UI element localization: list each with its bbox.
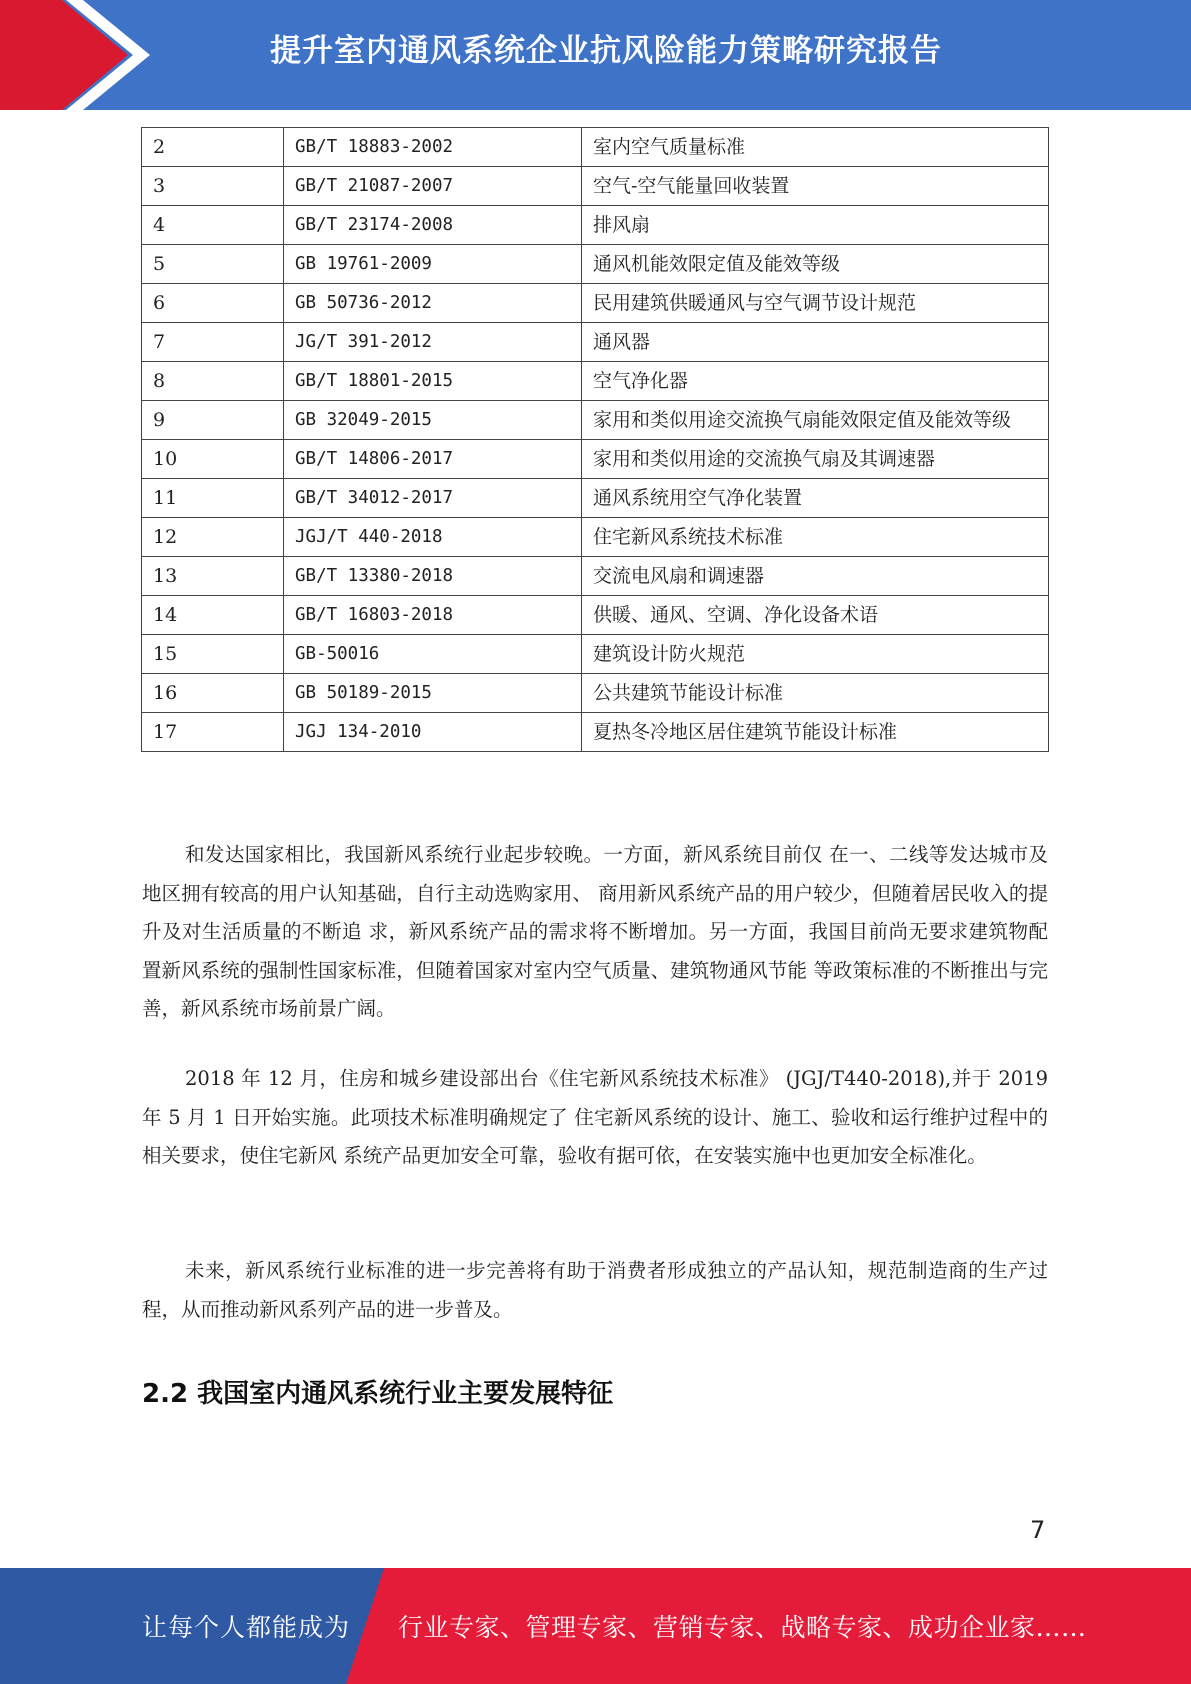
footer-banner [0,1568,1191,1684]
table-row [142,440,1049,479]
standard-code-cell: GB/T 16803-2018 [284,596,582,635]
standard-code-cell: GB/T 14806-2017 [284,440,582,479]
section-heading: 2.2 我国室内通风系统行业主要发展特征 [142,1379,614,1409]
standard-name-cell: 排风扇 [582,206,1049,245]
standard-code-cell: GB/T 34012-2017 [284,479,582,518]
footer-slogan-left: 让每个人都能成为 [142,1613,351,1642]
row-number-cell: 11 [142,479,284,518]
standard-name-cell: 通风器 [582,323,1049,362]
standard-code-cell: JGJ 134-2010 [284,713,582,752]
standard-name-cell: 通风系统用空气净化装置 [582,479,1049,518]
table-row [142,206,1049,245]
standard-name-cell: 民用建筑供暖通风与空气调节设计规范 [582,284,1049,323]
standard-name-cell: 公共建筑节能设计标准 [582,674,1049,713]
table-row [142,167,1049,206]
report-title: 提升室内通风系统企业抗风险能力策略研究报告 [270,33,942,69]
row-number-cell: 12 [142,518,284,557]
row-number-cell: 3 [142,167,284,206]
standard-code-cell: GB-50016 [284,635,582,674]
row-number-cell: 2 [142,128,284,167]
standard-name-cell: 家用和类似用途交流换气扇能效限定值及能效等级 [582,401,1049,440]
standard-code-cell: GB 50189-2015 [284,674,582,713]
standard-name-cell: 室内空气质量标准 [582,128,1049,167]
row-number-cell: 4 [142,206,284,245]
standard-code-cell: GB 19761-2009 [284,245,582,284]
row-number-cell: 10 [142,440,284,479]
standard-code-cell: GB/T 21087-2007 [284,167,582,206]
table-row [142,323,1049,362]
standard-code-cell: GB/T 23174-2008 [284,206,582,245]
standard-code-cell: JG/T 391-2012 [284,323,582,362]
row-number-cell: 7 [142,323,284,362]
row-number-cell: 6 [142,284,284,323]
standard-name-cell: 通风机能效限定值及能效等级 [582,245,1049,284]
page-number: 7 [1030,1516,1046,1544]
row-number-cell: 16 [142,674,284,713]
standard-name-cell: 供暖、通风、空调、净化设备术语 [582,596,1049,635]
table-row [142,518,1049,557]
table-row [142,713,1049,752]
standard-name-cell: 空气净化器 [582,362,1049,401]
standard-name-cell: 空气-空气能量回收装置 [582,167,1049,206]
row-number-cell: 14 [142,596,284,635]
row-number-cell: 8 [142,362,284,401]
table-row [142,674,1049,713]
standards-table [141,127,1049,752]
table-row [142,362,1049,401]
paragraph-standard: 2018 年 12 月，住房和城乡建设部出台《住宅新风系统技术标准》 (JGJ/T440-2018),并于 2019 年 5 月 1 日开始实施。此项技术标准明确规定了 住宅新风系统的设计、施工、验收和运行维护过程中的相关要求，使住宅新风 系统产品更加安全可靠，验收有据可依，在安装实施中也更加安全标准化。 [142,1067,1048,1167]
table-row [142,479,1049,518]
standard-name-cell: 家用和类似用途的交流换气扇及其调速器 [582,440,1049,479]
standard-name-cell: 夏热冬冷地区居住建筑节能设计标准 [582,713,1049,752]
standard-name-cell: 住宅新风系统技术标准 [582,518,1049,557]
paragraph-intro: 和发达国家相比，我国新风系统行业起步较晚。一方面，新风系统目前仅 在一、二线等发达城市及地区拥有较高的用户认知基础，自行主动选购家用、 商用新风系统产品的用户较少，但随着居民收入的提升及对生活质量的不断追 求，新风系统产品的需求将不断增加。另一方面，我国目前尚无要求建筑物配 置新风系统的强制性国家标准，但随着国家对室内空气质量、建筑物通风节能 等政策标准的不断推出与完善，新风系统市场前景广阔。 [142,843,1048,1020]
standards-table-body [142,128,1049,752]
table-row [142,245,1049,284]
table-row [142,284,1049,323]
standard-code-cell: GB/T 13380-2018 [284,557,582,596]
row-number-cell: 15 [142,635,284,674]
standard-name-cell: 交流电风扇和调速器 [582,557,1049,596]
table-row [142,596,1049,635]
standard-code-cell: JGJ/T 440-2018 [284,518,582,557]
standard-code-cell: GB/T 18883-2002 [284,128,582,167]
row-number-cell: 17 [142,713,284,752]
row-number-cell: 5 [142,245,284,284]
table-row [142,401,1049,440]
footer-slogan-right: 行业专家、管理专家、营销专家、战略专家、成功企业家…… [398,1613,1087,1642]
table-row [142,128,1049,167]
standard-code-cell: GB 50736-2012 [284,284,582,323]
standard-code-cell: GB/T 18801-2015 [284,362,582,401]
table-row [142,557,1049,596]
standard-code-cell: GB 32049-2015 [284,401,582,440]
paragraph-future: 未来，新风系统行业标准的进一步完善将有助于消费者形成独立的产品认知，规范制造商的生产过程，从而推动新风系列产品的进一步普及。 [142,1259,1048,1321]
header-banner [0,0,1191,110]
standard-name-cell: 建筑设计防火规范 [582,635,1049,674]
row-number-cell: 9 [142,401,284,440]
table-row [142,635,1049,674]
row-number-cell: 13 [142,557,284,596]
